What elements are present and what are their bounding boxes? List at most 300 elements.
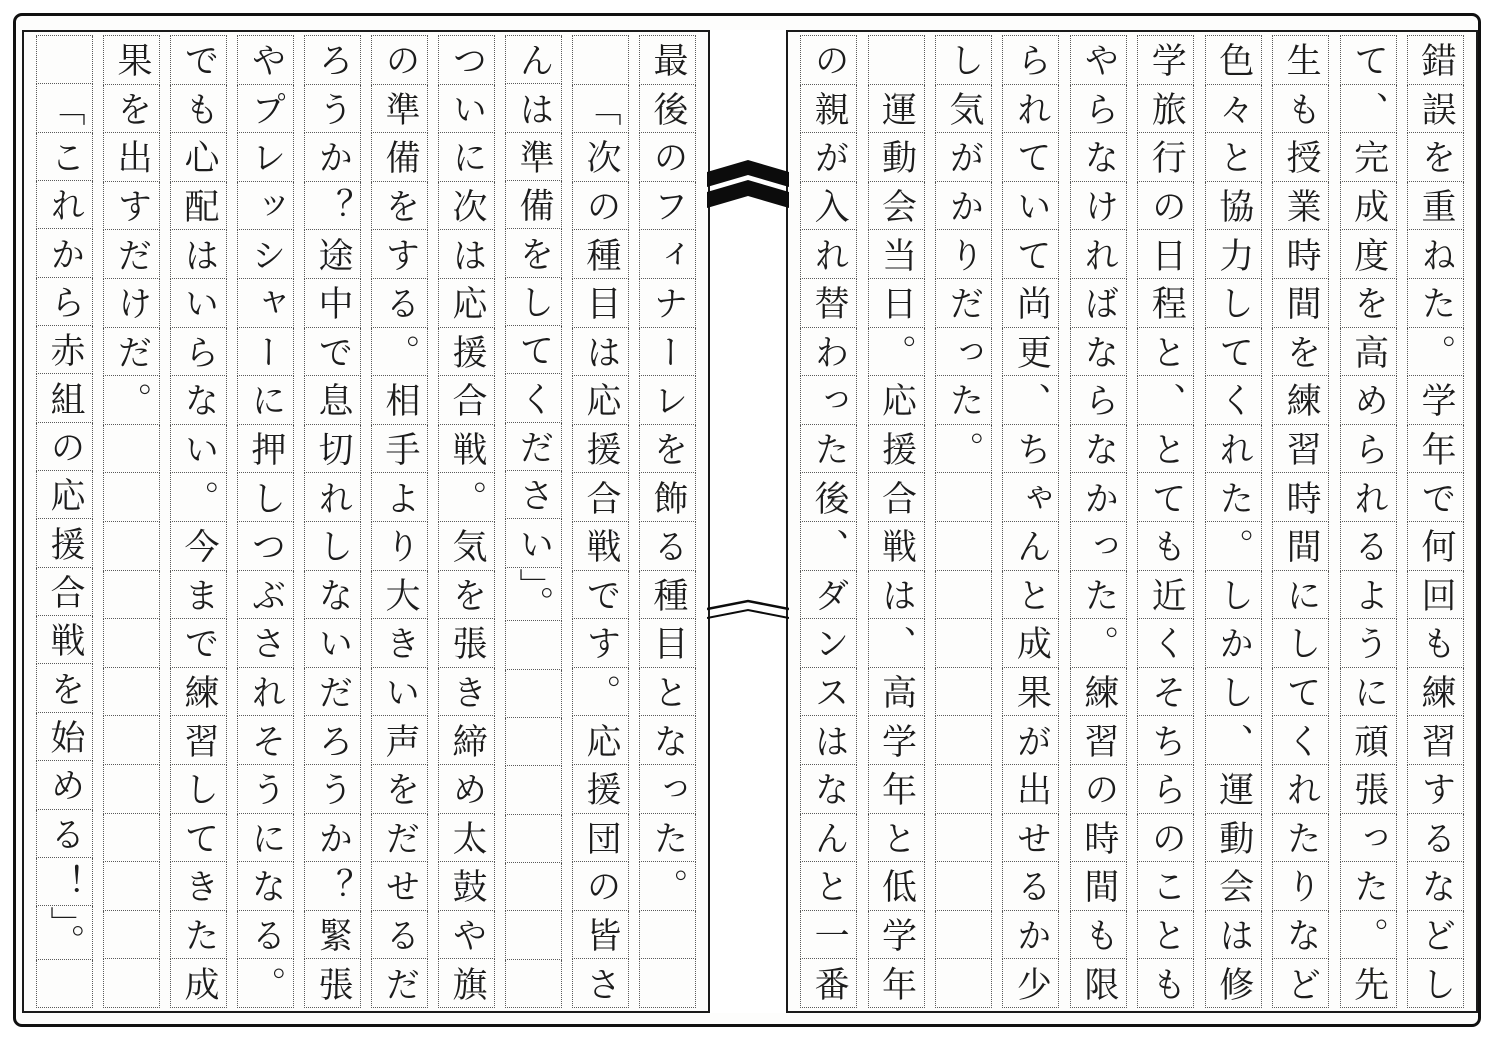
grid-cell: ？ (304, 182, 361, 231)
grid-cell: 々 (1205, 85, 1262, 134)
grid-cell: ろ (304, 36, 361, 85)
grid-cell: 会 (1205, 862, 1262, 911)
text-column (1137, 35, 1194, 1008)
grid-cell (505, 766, 562, 814)
grid-cell: 練 (1407, 668, 1464, 717)
grid-cell: 。 (170, 473, 227, 522)
grid-cell: だ (371, 814, 428, 863)
grid-cell: 運 (1205, 765, 1262, 814)
grid-cell: 張 (438, 619, 495, 668)
grid-cell: す (103, 182, 160, 231)
grid-cell: る (1340, 522, 1397, 571)
grid-cell (572, 36, 629, 85)
grid-cell: 成 (1002, 619, 1059, 668)
grid-cell: 手 (371, 425, 428, 474)
grid-cell: は (1205, 911, 1262, 960)
grid-cell: が (1002, 716, 1059, 765)
grid-cell: 気 (438, 522, 495, 571)
grid-cell: し (304, 522, 361, 571)
text-column (371, 35, 428, 1008)
grid-cell: は (438, 230, 495, 279)
grid-cell: を (505, 229, 562, 277)
grid-cell: 援 (438, 328, 495, 377)
grid-cell: 協 (1205, 182, 1262, 231)
grid-cell: さ (572, 959, 629, 1008)
grid-cell (505, 815, 562, 863)
grid-cell: い (304, 619, 361, 668)
grid-cell (103, 425, 160, 474)
grid-cell: 緊 (304, 911, 361, 960)
grid-cell: な (1070, 328, 1127, 377)
grid-cell: の (639, 133, 696, 182)
grid-cell: も (1070, 911, 1127, 960)
grid-cell: ン (800, 619, 857, 668)
grid-cell: 行 (1137, 133, 1194, 182)
grid-cell: 息 (304, 376, 361, 425)
grid-cell: や (438, 911, 495, 960)
grid-cell: だ (103, 328, 160, 377)
grid-cell: 」。 (36, 906, 93, 960)
grid-cell: を (371, 182, 428, 231)
grid-cell: い (438, 85, 495, 134)
binding-fold-mark-top (707, 160, 789, 218)
grid-cell: の (1137, 182, 1194, 231)
grid-cell: ど (1407, 911, 1464, 960)
grid-cell: っ (800, 376, 857, 425)
grid-cell: 日 (1137, 230, 1194, 279)
text-column (36, 35, 93, 1008)
grid-cell: ッ (237, 182, 294, 231)
grid-cell: き (371, 619, 428, 668)
grid-cell: な (1272, 911, 1329, 960)
grid-cell: 一 (800, 911, 857, 960)
grid-cell: や (1070, 36, 1127, 85)
grid-cell: さ (237, 619, 294, 668)
grid-cell: は (170, 230, 227, 279)
grid-cell: っ (1340, 814, 1397, 863)
grid-cell: せ (371, 862, 428, 911)
grid-cell: た (1407, 279, 1464, 328)
grid-cell: 。 (371, 328, 428, 377)
grid-cell: だ (304, 668, 361, 717)
grid-cell: て (1137, 473, 1194, 522)
grid-cell: せ (1002, 814, 1059, 863)
grid-cell: 目 (572, 279, 629, 328)
grid-cell: く (1205, 376, 1262, 425)
grid-cell: ち (1137, 716, 1194, 765)
grid-cell: ん (1002, 522, 1059, 571)
grid-cell: 備 (505, 181, 562, 229)
grid-cell: シ (237, 230, 294, 279)
grid-cell: 習 (170, 716, 227, 765)
grid-cell: が (800, 133, 857, 182)
grid-cell: を (639, 425, 696, 474)
grid-cell: 援 (572, 765, 629, 814)
grid-cell: そ (237, 716, 294, 765)
grid-cell: ば (1070, 279, 1127, 328)
grid-cell: も (1272, 85, 1329, 134)
grid-cell: と (868, 814, 925, 863)
grid-cell: 大 (371, 571, 428, 620)
grid-cell: ー (639, 328, 696, 377)
manuscript-page-left (22, 30, 710, 1013)
grid-cell: し (1272, 619, 1329, 668)
grid-cell: 練 (170, 668, 227, 717)
grid-cell: 間 (1070, 862, 1127, 911)
grid-cell: 番 (800, 959, 857, 1008)
grid-cell: で (170, 36, 227, 85)
grid-cell: り (371, 522, 428, 571)
grid-cell: し (237, 473, 294, 522)
text-column (1002, 35, 1059, 1008)
grid-cell: た (935, 376, 992, 425)
grid-cell: 戦 (868, 522, 925, 571)
grid-cell: て (1340, 36, 1397, 85)
grid-cell: れ (1272, 765, 1329, 814)
grid-cell: い (505, 519, 562, 567)
grid-cell: 近 (1137, 571, 1194, 620)
grid-cell: 年 (868, 959, 925, 1008)
grid-cell: 力 (1205, 230, 1262, 279)
grid-cell: フ (639, 182, 696, 231)
grid-cell (103, 765, 160, 814)
grid-cell: た (170, 911, 227, 960)
grid-cell: ィ (639, 230, 696, 279)
grid-cell: 動 (1205, 814, 1262, 863)
grid-cell (935, 668, 992, 717)
grid-cell: 飾 (639, 473, 696, 522)
grid-cell: 締 (438, 716, 495, 765)
grid-cell: 合 (572, 473, 629, 522)
grid-cell: 高 (868, 668, 925, 717)
grid-cell: 配 (170, 182, 227, 231)
grid-cell: 。 (1340, 911, 1397, 960)
text-column (1340, 35, 1397, 1008)
grid-cell: 戦 (36, 616, 93, 664)
grid-cell: 時 (1272, 230, 1329, 279)
grid-cell: い (371, 668, 428, 717)
grid-cell: の (800, 36, 857, 85)
grid-cell (639, 911, 696, 960)
grid-cell: 果 (103, 36, 160, 85)
grid-cell: て (1205, 328, 1262, 377)
grid-cell: 日 (868, 279, 925, 328)
grid-cell: き (170, 862, 227, 911)
text-column (237, 35, 294, 1008)
grid-cell: ろ (304, 716, 361, 765)
grid-cell: な (1407, 862, 1464, 911)
grid-cell: っ (1070, 522, 1127, 571)
grid-cell: 果 (1002, 668, 1059, 717)
grid-cell: 「 (36, 84, 93, 132)
grid-cell: か (1070, 473, 1127, 522)
grid-cell: す (1407, 765, 1464, 814)
grid-cell: 。 (1407, 328, 1464, 377)
grid-cell (935, 716, 992, 765)
grid-cell: の (1137, 814, 1194, 863)
grid-cell: め (1340, 376, 1397, 425)
grid-cell: 。 (868, 328, 925, 377)
grid-cell: 赤 (36, 326, 93, 374)
grid-cell: 今 (170, 522, 227, 571)
grid-cell: れ (237, 668, 294, 717)
grid-cell: 旅 (1137, 85, 1194, 134)
grid-cell: ら (170, 328, 227, 377)
grid-cell: レ (237, 133, 294, 182)
grid-cell: 団 (572, 814, 629, 863)
grid-cell: 当 (868, 230, 925, 279)
grid-cell: ！ (36, 858, 93, 906)
grid-cell: す (371, 230, 428, 279)
grid-cell: 会 (868, 182, 925, 231)
grid-cell: 年 (868, 765, 925, 814)
grid-cell: わ (800, 328, 857, 377)
grid-cell: た (639, 814, 696, 863)
grid-cell: 授 (1272, 133, 1329, 182)
grid-cell (103, 959, 160, 1008)
grid-cell: 援 (36, 519, 93, 567)
text-column (304, 35, 361, 1008)
grid-cell: 運 (868, 85, 925, 134)
grid-cell: ぶ (237, 571, 294, 620)
grid-cell: い (1002, 182, 1059, 231)
grid-cell: め (36, 761, 93, 809)
grid-cell: 切 (304, 425, 361, 474)
grid-cell: レ (639, 376, 696, 425)
grid-cell: け (103, 279, 160, 328)
grid-cell: ら (1070, 376, 1127, 425)
grid-cell: 張 (1340, 765, 1397, 814)
grid-cell: 、 (1002, 376, 1059, 425)
text-column (103, 35, 160, 1008)
grid-cell: 出 (1002, 765, 1059, 814)
grid-cell: 応 (36, 471, 93, 519)
grid-cell: よ (371, 473, 428, 522)
grid-cell: も (170, 85, 227, 134)
grid-cell: 中 (304, 279, 361, 328)
grid-cell: 気 (935, 85, 992, 134)
grid-cell: る (237, 911, 294, 960)
grid-cell: ど (1272, 959, 1329, 1008)
grid-cell: し (1205, 279, 1262, 328)
grid-cell: 習 (1272, 425, 1329, 474)
grid-cell: 。 (438, 473, 495, 522)
grid-cell: か (304, 133, 361, 182)
grid-cell: 成 (170, 959, 227, 1008)
grid-cell: る (1002, 862, 1059, 911)
grid-cell: プ (237, 85, 294, 134)
grid-cell: ら (1070, 85, 1127, 134)
grid-cell: 、 (1205, 716, 1262, 765)
grid-cell: 準 (371, 85, 428, 134)
grid-cell: つ (237, 522, 294, 571)
grid-cell: の (1070, 765, 1127, 814)
grid-cell: て (505, 326, 562, 374)
grid-cell: で (170, 619, 227, 668)
grid-cell: 学 (1407, 376, 1464, 425)
grid-cell: 練 (1272, 376, 1329, 425)
grid-cell (103, 668, 160, 717)
grid-cell (505, 670, 562, 718)
grid-cell: 完 (1340, 133, 1397, 182)
grid-cell: う (237, 765, 294, 814)
grid-cell: な (1070, 425, 1127, 474)
grid-cell: て (1002, 230, 1059, 279)
grid-cell: は (868, 571, 925, 620)
grid-cell: は (505, 84, 562, 132)
grid-cell: ん (800, 814, 857, 863)
grid-cell: 更 (1002, 328, 1059, 377)
grid-cell (935, 959, 992, 1008)
grid-cell: く (505, 374, 562, 422)
grid-cell: 間 (1272, 279, 1329, 328)
grid-cell: な (170, 376, 227, 425)
grid-cell: 、 (1137, 376, 1194, 425)
grid-cell: た (800, 425, 857, 474)
grid-cell (868, 36, 925, 85)
grid-cell: て (170, 814, 227, 863)
grid-cell: な (304, 571, 361, 620)
grid-cell: か (1002, 911, 1059, 960)
grid-cell: の (371, 36, 428, 85)
grid-cell: だ (371, 959, 428, 1008)
grid-cell: め (438, 765, 495, 814)
grid-cell (36, 36, 93, 84)
grid-cell (505, 960, 562, 1008)
grid-cell: そ (1137, 668, 1194, 717)
grid-cell: 途 (304, 230, 361, 279)
grid-cell: ら (36, 278, 93, 326)
grid-cell: も (1137, 522, 1194, 571)
grid-cell (505, 863, 562, 911)
grid-cell: を (1340, 279, 1397, 328)
grid-cell: か (1205, 619, 1262, 668)
grid-cell: 入 (800, 182, 857, 231)
grid-cell: 何 (1407, 522, 1464, 571)
grid-cell: 旗 (438, 959, 495, 1008)
grid-cell: を (36, 664, 93, 712)
grid-cell: り (935, 230, 992, 279)
text-column (868, 35, 925, 1008)
grid-cell: い (170, 425, 227, 474)
grid-cell: 、 (800, 522, 857, 571)
grid-cell: き (438, 668, 495, 717)
grid-cell: 年 (1407, 425, 1464, 474)
text-column (1205, 35, 1262, 1008)
grid-cell: 学 (868, 716, 925, 765)
grid-cell: と (1137, 911, 1194, 960)
grid-cell (935, 571, 992, 620)
grid-cell: 組 (36, 374, 93, 422)
grid-cell: ん (505, 36, 562, 84)
grid-cell: を (1407, 133, 1464, 182)
grid-cell: 低 (868, 862, 925, 911)
grid-cell: と (1002, 571, 1059, 620)
grid-cell: う (1340, 619, 1397, 668)
grid-cell: 後 (800, 473, 857, 522)
text-column (800, 35, 857, 1008)
grid-cell: ら (1002, 36, 1059, 85)
grid-cell: ら (1340, 425, 1397, 474)
grid-cell: 間 (1272, 522, 1329, 571)
text-column (505, 35, 562, 1008)
grid-cell: こ (36, 133, 93, 181)
grid-cell: 次 (438, 182, 495, 231)
text-column (1070, 35, 1127, 1008)
grid-cell (935, 911, 992, 960)
grid-cell: と (639, 668, 696, 717)
grid-cell: で (572, 571, 629, 620)
grid-cell: 張 (304, 959, 361, 1008)
grid-cell: の (572, 862, 629, 911)
grid-cell: す (572, 619, 629, 668)
grid-cell (505, 621, 562, 669)
grid-cell: 業 (1272, 182, 1329, 231)
grid-cell: 合 (438, 376, 495, 425)
grid-cell: 。 (103, 376, 160, 425)
grid-cell: 最 (639, 36, 696, 85)
grid-cell: っ (639, 765, 696, 814)
grid-cell: し (935, 36, 992, 85)
grid-cell: 出 (103, 133, 160, 182)
genkou-grid-right (788, 32, 1476, 1011)
grid-cell: 戦 (438, 425, 495, 474)
grid-cell: に (237, 376, 294, 425)
grid-cell: 「 (572, 85, 629, 134)
grid-cell: こ (1137, 862, 1194, 911)
grid-cell: 皆 (572, 911, 629, 960)
text-column (572, 35, 629, 1008)
grid-cell: ね (1407, 230, 1464, 279)
grid-cell: れ (1070, 230, 1127, 279)
grid-cell: つ (438, 36, 495, 85)
grid-cell: の (36, 423, 93, 471)
grid-cell (103, 814, 160, 863)
grid-cell: だ (935, 279, 992, 328)
grid-cell: て (1272, 668, 1329, 717)
grid-cell: て (1002, 133, 1059, 182)
grid-cell: 度 (1340, 230, 1397, 279)
grid-cell: 相 (371, 376, 428, 425)
grid-cell: 声 (371, 716, 428, 765)
grid-cell: し (505, 278, 562, 326)
grid-cell: 習 (1070, 716, 1127, 765)
grid-cell: 先 (1340, 959, 1397, 1008)
grid-cell: 成 (1340, 182, 1397, 231)
text-column (438, 35, 495, 1008)
grid-cell: る (36, 810, 93, 858)
grid-cell: た (1070, 571, 1127, 620)
grid-cell: し (1205, 668, 1262, 717)
grid-cell: れ (1205, 425, 1262, 474)
grid-cell: 錯 (1407, 36, 1464, 85)
grid-cell: 回 (1407, 571, 1464, 620)
grid-cell: 応 (438, 279, 495, 328)
grid-cell: で (304, 328, 361, 377)
grid-cell: よ (1340, 571, 1397, 620)
grid-cell: 種 (572, 230, 629, 279)
grid-cell: け (1070, 182, 1127, 231)
grid-cell: 、 (1340, 85, 1397, 134)
grid-cell: な (800, 765, 857, 814)
grid-cell: 戦 (572, 522, 629, 571)
grid-cell: な (639, 716, 696, 765)
center-binding-strip (710, 30, 786, 1013)
grid-cell: 鼓 (438, 862, 495, 911)
grid-cell: 種 (639, 571, 696, 620)
grid-cell: を (371, 765, 428, 814)
grid-cell: 時 (1272, 473, 1329, 522)
